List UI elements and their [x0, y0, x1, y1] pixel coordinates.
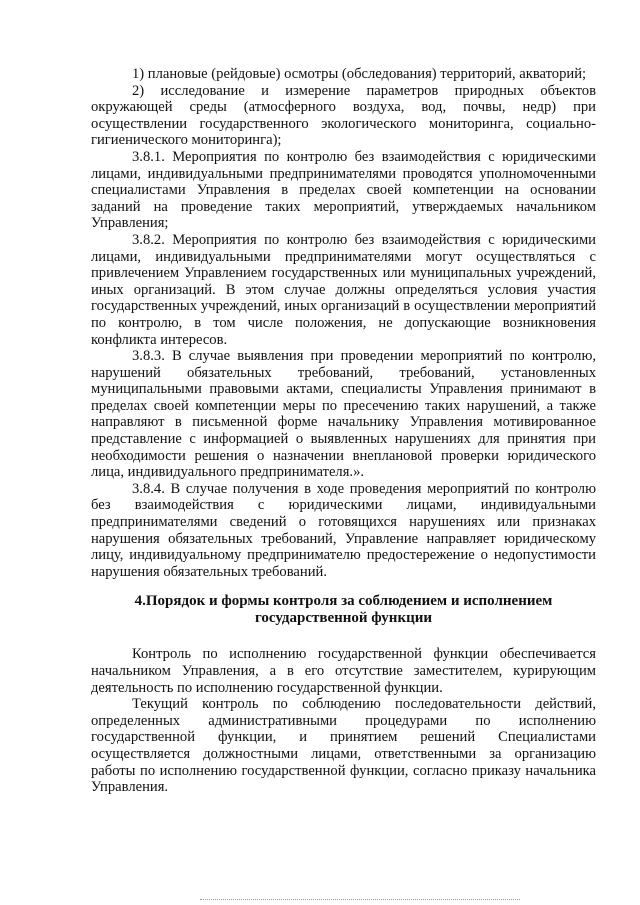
spacer: [91, 580, 596, 593]
paragraph-3-8-4: 3.8.4. В случае получения в ходе проведения мероприятий по контролю без взаимодействия с юридическими лицами, индивидуальными предпринимателями сведений о готовящихся нарушениях или признаках нарушения обязательных требований, Управление направляет юридическому лицу, индивидуальному предпринимателю предостережение о недопустимости нарушения обязательных требований.: [91, 480, 596, 580]
spacer: [91, 627, 596, 646]
footer-dotted-line: [200, 899, 520, 900]
paragraph-inspections: 1) плановые (рейдовые) осмотры (обследования) территорий, акваторий;: [132, 66, 587, 82]
paragraph-3-8-3: 3.8.3. В случае выявления при проведении мероприятий по контролю, нарушений обязательных требований, требований, установленных муниципальными правовыми актами, специалисты Управления принимают в пределах своей компетенции меры по пресечению таких нарушений, а также направляют в письменной форме начальнику Управления мотивированное представление с информацией о выявленных нарушениях для принятия при необходимости решения о назначении внеплановой проверки юридического лица, индивидуального предпринимателя.».: [91, 348, 596, 481]
paragraph-control-head: Контроль по исполнению государственной функции обеспечивается начальником Управления, а в его отсутствие заместителем, курирующим деятельность по исполнению государственной функции.: [91, 646, 596, 696]
paragraph-3-8-2: 3.8.2. Мероприятия по контролю без взаимодействия с юридическими лицами, индивидуальными предпринимателями могут осуществляться с привлечением Управлением государственных или муниципальных учреждений, иных организаций. В этом случае должны определяться условия участия государственных учреждений, иных организаций в осуществлении мероприятий по контролю, в том числе положения, не допускающие возникновения конфликта интересов.: [91, 231, 596, 348]
paragraph-monitoring: 2) исследование и измерение параметров природных объектов окружающей среды (атмосферного воздуха, вод, почвы, недр) при осуществлении государственного экологического мониторинга, социально-гигиенического мониторинга);: [91, 82, 596, 149]
section-heading: 4.Порядок и формы контроля за соблюдением и исполнением государственной функции: [134, 593, 553, 627]
document-page: [91, 66, 596, 796]
paragraph-3-8-1: 3.8.1. Мероприятия по контролю без взаимодействия с юридическими лицами, индивидуальными предпринимателями проводятся уполномоченными специалистами Управления в пределах своей компетенции на основании заданий на проведение таких мероприятий, утверждаемых начальником Управления;: [91, 148, 596, 232]
paragraph-current-control: Текущий контроль по соблюдению последовательности действий, определенных административными процедурами по исполнению государственной функции, и принятием решений Специалистами осуществляется должностными лицами, ответственными за организацию работы по исполнению государственной функции, согласно приказу начальника Управления.: [91, 696, 596, 796]
